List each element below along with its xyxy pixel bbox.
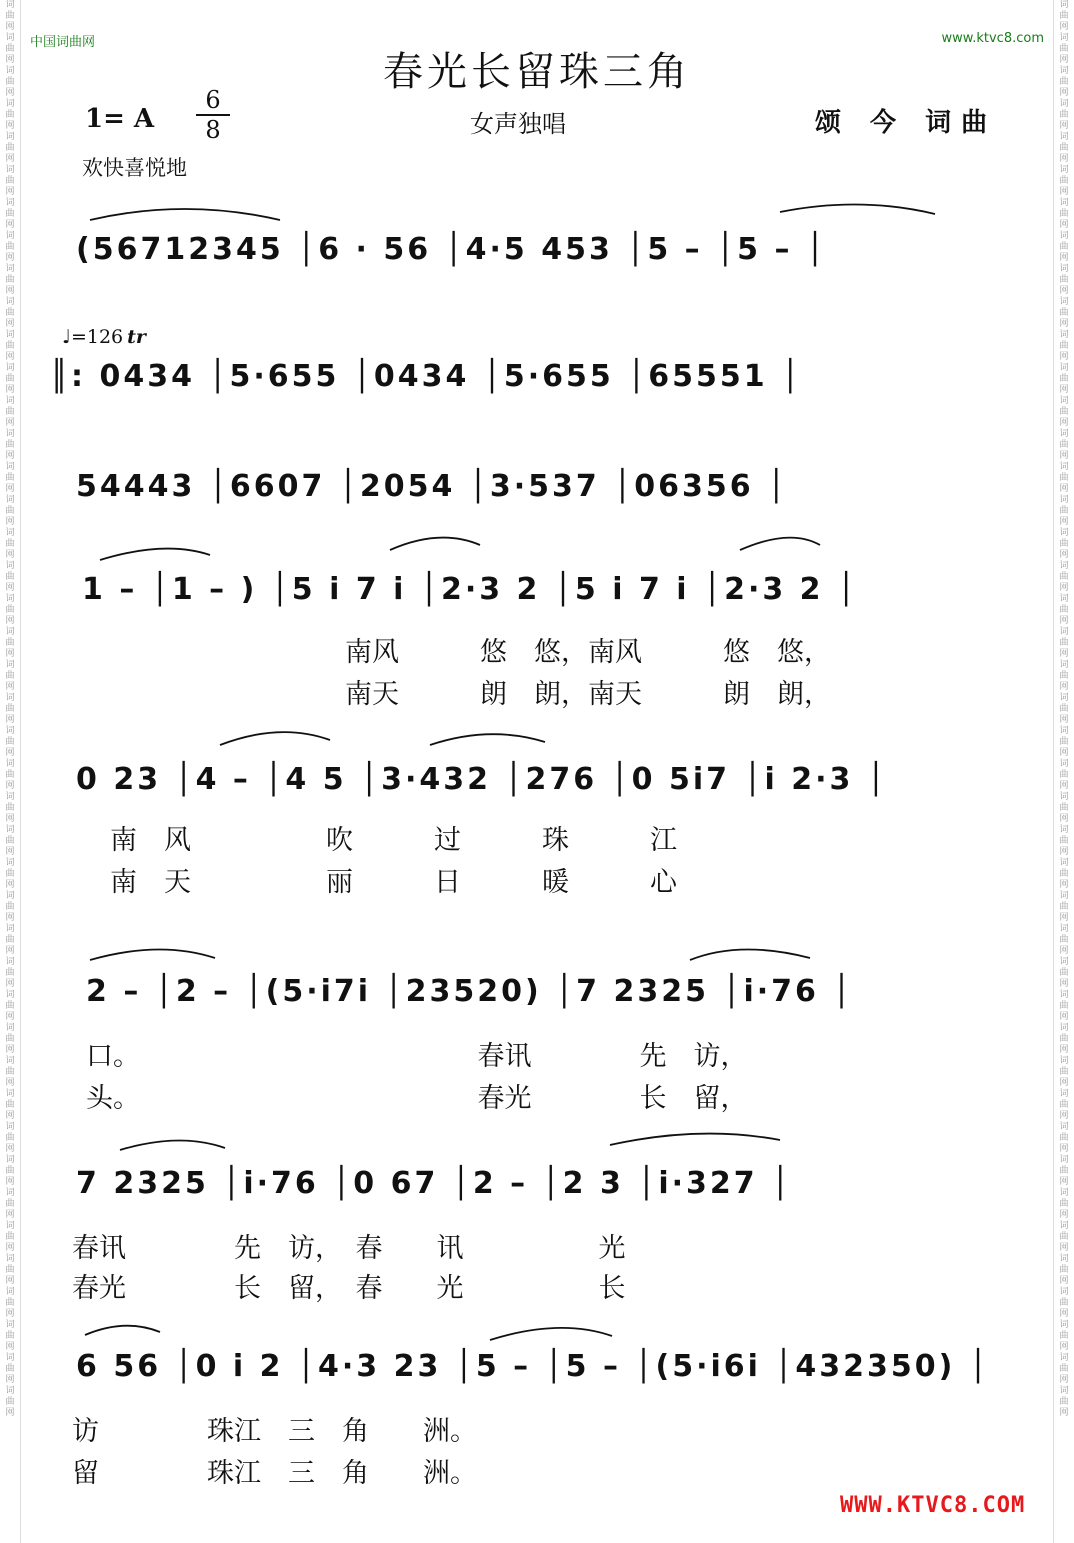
lyric-verse-2-line-4: 南天 朗 朗，南天 朗 朗， xyxy=(345,679,831,710)
composer-credit: 颂 今 词曲 xyxy=(815,108,998,138)
side-watermark-left: 词曲网词曲网词曲网词曲网词曲网词曲网词曲网词曲网词曲网词曲网词曲网词曲网词曲网词曲网词曲网词曲网词曲网词曲网词曲网词曲网词曲网词曲网词曲网词曲网词曲网词曲网词曲网词曲网词曲网词曲网词曲网词曲网词曲网词曲网词曲网词曲网词曲网词曲网词曲网词曲网词曲网词曲网词曲网 xyxy=(5,0,15,1418)
notation-line-6: 2 – │2 – │(5·i7i │23520) │7 2325 │i·76 │ xyxy=(86,974,854,1009)
lyric-verse-2-line-7: 春光 长 留， 春 光 长 xyxy=(72,1273,626,1304)
tempo-value: ♩=126 xyxy=(62,326,124,348)
notation-line-4: 1 – │1 – ) │5 i 7 i │2·3 2 │5 i 7 i │2·3 2 │ xyxy=(82,572,859,607)
lyric-verse-2-line-8: 留 珠江 三 角 洲。 xyxy=(72,1458,477,1489)
lyric-verse-1-line-8: 访 珠江 三 角 洲。 xyxy=(72,1416,477,1447)
lyric-verse-1-line-5: 南 风 吹 过 珠 江 xyxy=(110,825,677,856)
trill-mark: tr xyxy=(127,326,146,348)
meter-denominator: 8 xyxy=(205,116,221,144)
lyric-verse-2-line-6: 头。 春光 长 留， xyxy=(86,1083,748,1114)
notation-line-8: 6 56 │0 i 2 │4·3 23 │5 – │5 – │(5·i6i │432350) │ xyxy=(76,1349,990,1384)
lyric-verse-1-line-6: 口。 春讯 先 访， xyxy=(86,1041,748,1072)
lyric-verse-2-line-5: 南 天 丽 日 暖 心 xyxy=(110,867,677,898)
site-logo-watermark: WWW.KTVC8.COM xyxy=(840,1493,1026,1518)
meter-numerator: 6 xyxy=(205,86,221,114)
notation-line-5: 0 23 │4 – │4 5 │3·432 │276 │0 5i7 │i 2·3 │ xyxy=(76,762,888,797)
notation-line-2: ║: 0434 │5·655 │0434 │5·655 │65551 │ xyxy=(50,359,803,394)
site-name-watermark: 中国词曲网 xyxy=(30,35,96,50)
lyric-verse-1-line-4: 南风 悠 悠，南风 悠 悠， xyxy=(345,637,831,668)
performance-type: 女声独唱 xyxy=(470,110,566,138)
notation-line-3: 54443 │6607 │2054 │3·537 │06356 │ xyxy=(76,469,789,504)
notation-line-7: 7 2325 │i·76 │0 67 │2 – │2 3 │i·327 │ xyxy=(76,1166,793,1201)
song-title: 春光长留珠三角 xyxy=(383,49,691,95)
notation-line-1: (56712345 │6 · 56 │4·5 453 │5 – │5 – │ xyxy=(76,232,827,267)
key-signature: 1= A xyxy=(85,104,155,134)
lyric-verse-1-line-7: 春讯 先 访， 春 讯 光 xyxy=(72,1233,626,1264)
site-url-watermark: www.ktvc8.com xyxy=(941,31,1044,46)
side-watermark-right: 词曲网词曲网词曲网词曲网词曲网词曲网词曲网词曲网词曲网词曲网词曲网词曲网词曲网词曲网词曲网词曲网词曲网词曲网词曲网词曲网词曲网词曲网词曲网词曲网词曲网词曲网词曲网词曲网词曲网词曲网词曲网词曲网词曲网词曲网词曲网词曲网词曲网词曲网词曲网词曲网词曲网词曲网词曲网 xyxy=(1059,0,1069,1418)
expression-marking: 欢快喜悦地 xyxy=(82,156,187,180)
